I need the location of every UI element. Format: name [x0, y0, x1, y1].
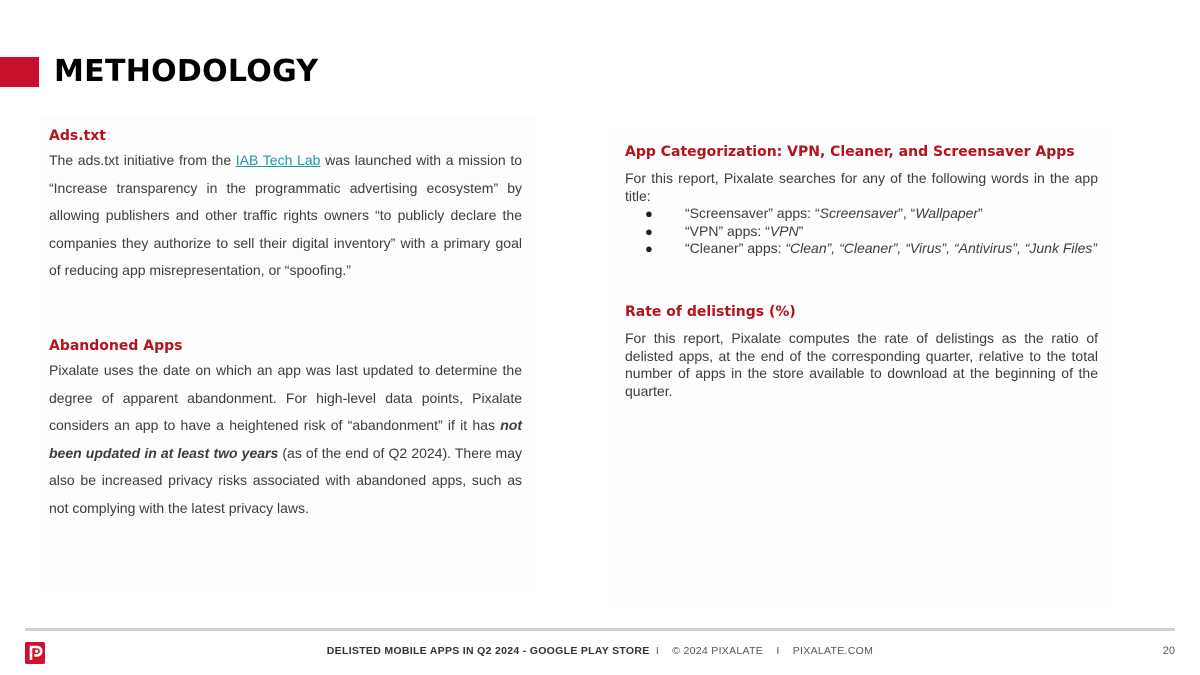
ads-txt-heading: Ads.txt — [49, 128, 106, 144]
footer — [0, 645, 1200, 657]
ads-txt-section — [49, 128, 522, 285]
abandoned-text-b: (as of the end of Q2 2024). There may also be increased privacy risks associated with abandoned apps, such as not complying with the latest privacy laws. — [49, 444, 522, 516]
footer-report-title: DELISTED MOBILE APPS IN Q2 2024 - GOOGLE PLAY STORE — [326, 645, 650, 657]
footer-separator: I — [655, 645, 660, 657]
delistings-section — [625, 304, 1098, 400]
delistings-paragraph: For this report, Pixalate computes the rate of delistings as the ratio of delisted apps, at the end of the corresponding quarter, relative to the total number of apps in the store available to download at the beginning of the quarter. — [625, 330, 1098, 399]
categorization-list — [625, 205, 1098, 258]
delistings-heading: Rate of delistings (%) — [625, 304, 796, 320]
bullet-icon: ● — [645, 206, 653, 221]
page-number: 20 — [1162, 645, 1175, 657]
bullet-icon: ● — [645, 223, 653, 239]
footer-copyright: © 2024 PIXALATE — [672, 645, 764, 657]
ads-txt-paragraph — [49, 147, 522, 285]
iab-tech-lab-link[interactable]: IAB Tech Lab — [235, 152, 321, 168]
abandoned-apps-paragraph — [49, 357, 522, 522]
abandoned-apps-section — [49, 338, 522, 522]
categorization-section — [625, 144, 1098, 258]
abandoned-emphasis: not been updated in at least two years — [49, 417, 522, 461]
title-accent-bar — [0, 57, 39, 87]
page-title: METHODOLOGY — [54, 54, 319, 89]
list-item: ● “Screensaver” apps: “Screensaver”, “Wallpaper” — [645, 205, 983, 221]
footer-divider — [25, 628, 1175, 631]
categorization-heading: App Categorization: VPN, Cleaner, and Screensaver Apps — [625, 144, 1075, 160]
abandoned-apps-heading: Abandoned Apps — [49, 338, 183, 354]
categorization-intro: For this report, Pixalate searches for any of the following words in the app title: — [625, 170, 1098, 204]
footer-separator: I — [776, 645, 780, 657]
list-item: ● “Cleaner” apps: “Clean”, “Cleaner”, “Virus”, “Antivirus”, “Junk Files” — [645, 240, 1098, 256]
footer-website: PIXALATE.COM — [792, 645, 874, 657]
list-item: ● “VPN” apps: “VPN” — [645, 222, 804, 239]
ads-txt-text-b: was launched with a mission to “Increase transparency in the programmatic advertising ecosystem” by allowing publishers and other traffic rights owners “to publicly declare the companies they authorize to sell their digital inventory” with a primary goal of reducing app misrepresentation, or “spoofing.” — [49, 152, 523, 278]
abandoned-text-a: Pixalate uses the date on which an app was last updated to determine the degree of apparent abandonment. For high-level data points, Pixalate considers an app to have a heightened risk of “abandonment” if it has — [49, 362, 522, 433]
bullet-icon: ● — [645, 241, 653, 256]
ads-txt-text-a: The ads.txt initiative from the — [49, 152, 236, 168]
